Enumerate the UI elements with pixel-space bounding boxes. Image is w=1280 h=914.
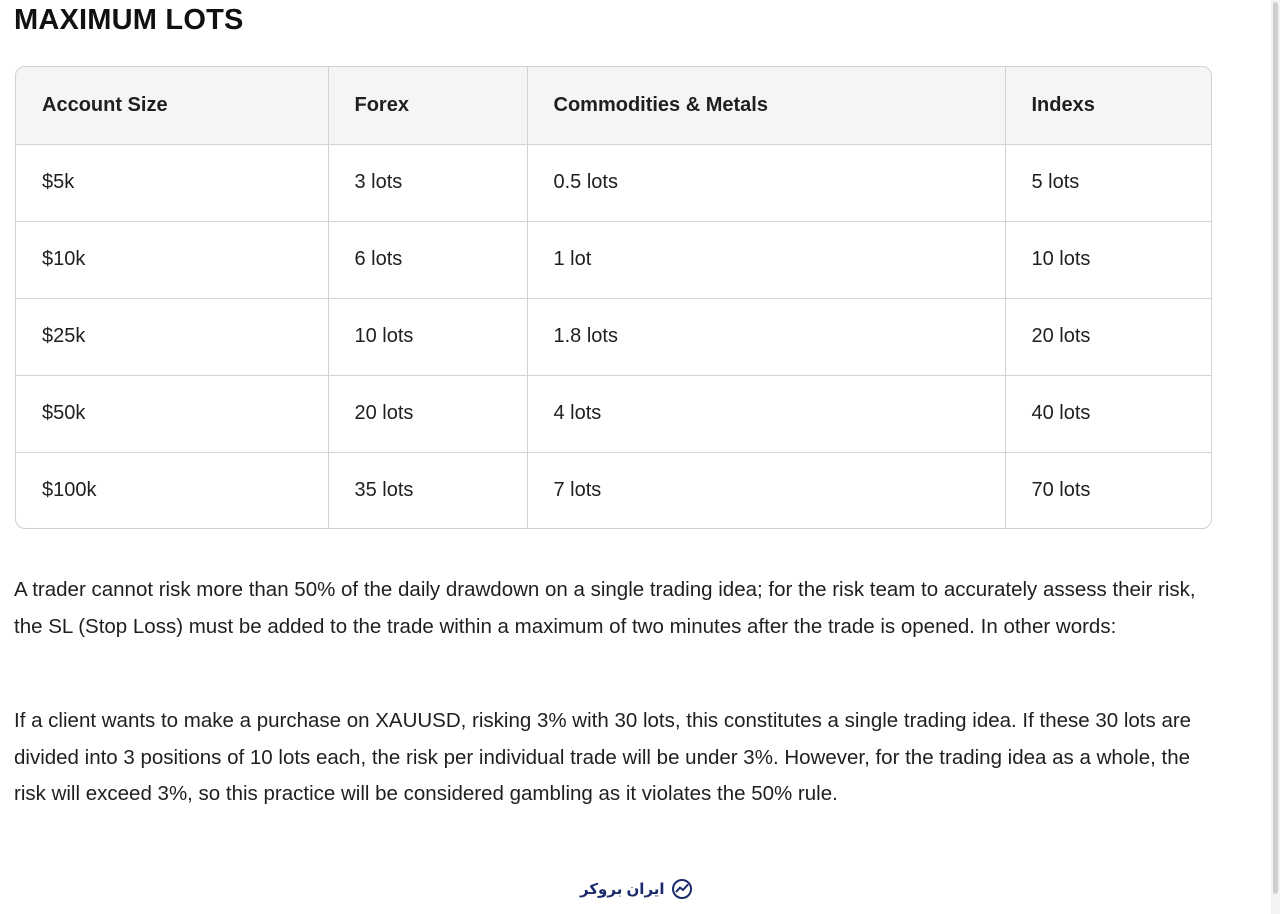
- cell-indexs: 40 lots: [1005, 375, 1211, 452]
- cell-commodities-metals: 7 lots: [527, 452, 1005, 529]
- cell-commodities-metals: 1 lot: [527, 221, 1005, 298]
- risk-rule-paragraph: A trader cannot risk more than 50% of the daily drawdown on a single trading idea; for the risk team to accurately assess their risk, the SL (Stop Loss) must be added to the trade within a maximum of two minutes after the trade is opened. In other words:: [14, 578, 1196, 638]
- cell-commodities-metals: 4 lots: [527, 375, 1005, 452]
- cell-indexs: 5 lots: [1005, 144, 1211, 221]
- cell-indexs: 20 lots: [1005, 298, 1211, 375]
- cell-forex: 10 lots: [328, 298, 527, 375]
- cell-forex: 35 lots: [328, 452, 527, 529]
- cell-account-size: $100k: [16, 452, 328, 529]
- table-header-row: [16, 67, 1211, 144]
- cell-commodities-metals: 1.8 lots: [527, 298, 1005, 375]
- max-lots-table: [15, 66, 1212, 529]
- cell-forex: 20 lots: [328, 375, 527, 452]
- cell-indexs: 10 lots: [1005, 221, 1211, 298]
- cell-commodities-metals: 0.5 lots: [527, 144, 1005, 221]
- header-indexs: Indexs: [1005, 67, 1211, 144]
- cell-account-size: $5k: [16, 144, 328, 221]
- table-row: [16, 221, 1211, 298]
- table-row: [16, 375, 1211, 452]
- example-paragraph: If a client wants to make a purchase on XAUUSD, risking 3% with 30 lots, this constitutes a single trading idea. If these 30 lots are divided into 3 positions of 10 lots each, the risk per individual trade will be under 3%. However, for the trading idea as a whole, the risk will exceed 3%, so this practice will be considered gambling as it violates the 50% rule.: [14, 709, 1192, 805]
- watermark-logo: [580, 876, 693, 902]
- table-row: [16, 298, 1211, 375]
- cell-account-size: $10k: [16, 221, 328, 298]
- header-forex: Forex: [328, 67, 527, 144]
- header-account-size: Account Size: [16, 67, 328, 144]
- scrollbar-thumb[interactable]: [1273, 2, 1278, 894]
- cell-account-size: $25k: [16, 298, 328, 375]
- cell-account-size: $50k: [16, 375, 328, 452]
- cell-indexs: 70 lots: [1031, 479, 1091, 502]
- chart-check-icon: [671, 878, 693, 900]
- table-row: [16, 452, 1211, 529]
- cell-forex: 6 lots: [328, 221, 527, 298]
- watermark-text: ایران بروکر: [580, 881, 665, 898]
- header-commodities-metals: Commodities & Metals: [527, 67, 1005, 144]
- table-row: [16, 144, 1211, 221]
- page-title: MAXIMUM LOTS: [14, 4, 244, 36]
- cell-forex: 3 lots: [328, 144, 527, 221]
